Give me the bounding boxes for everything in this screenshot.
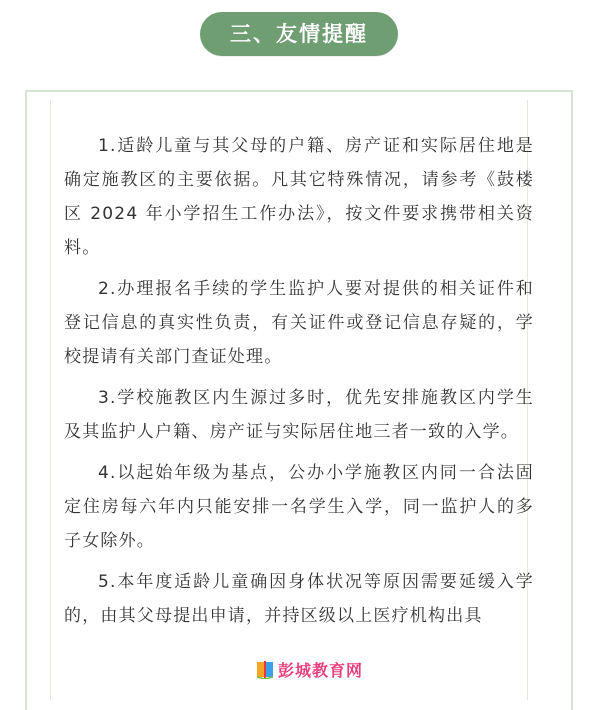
reminder-paragraph-4: 4.以起始年级为基点，公办小学施教区内同一合法固定住房每六年内只能安排一名学生入学，同一监护人的多子女除外。 — [64, 463, 534, 551]
reminder-paragraph-5: 5.本年度适龄儿童确因身体状况等原因需要延缓入学的，由其父母提出申请，并持区级以上医疗机构出具 — [64, 572, 534, 626]
reminder-paragraph-2: 2.办理报名手续的学生监护人要对提供的相关证件和登记信息的真实性负责，有关证件或登记信息存疑的，学校提请有关部门查证处理。 — [64, 279, 534, 367]
reminder-text-body — [64, 129, 534, 640]
reminder-paragraph-3: 3.学校施教区内生源过多时，优先安排施教区内学生及其监护人户籍、房产证与实际居住地三者一致的入学。 — [64, 388, 534, 442]
book-logo-icon — [256, 659, 274, 679]
watermark-text: 彭城教育网 — [278, 660, 364, 680]
watermark — [252, 656, 367, 682]
section-title-pill: 三、友情提醒 — [200, 12, 398, 56]
reminder-paragraph-1: 1.适龄儿童与其父母的户籍、房产证和实际居住地是确定施教区的主要依据。凡其它特殊情况，请参考《鼓楼区 2024 年小学招生工作办法》，按文件要求携带相关资料。 — [64, 136, 534, 258]
